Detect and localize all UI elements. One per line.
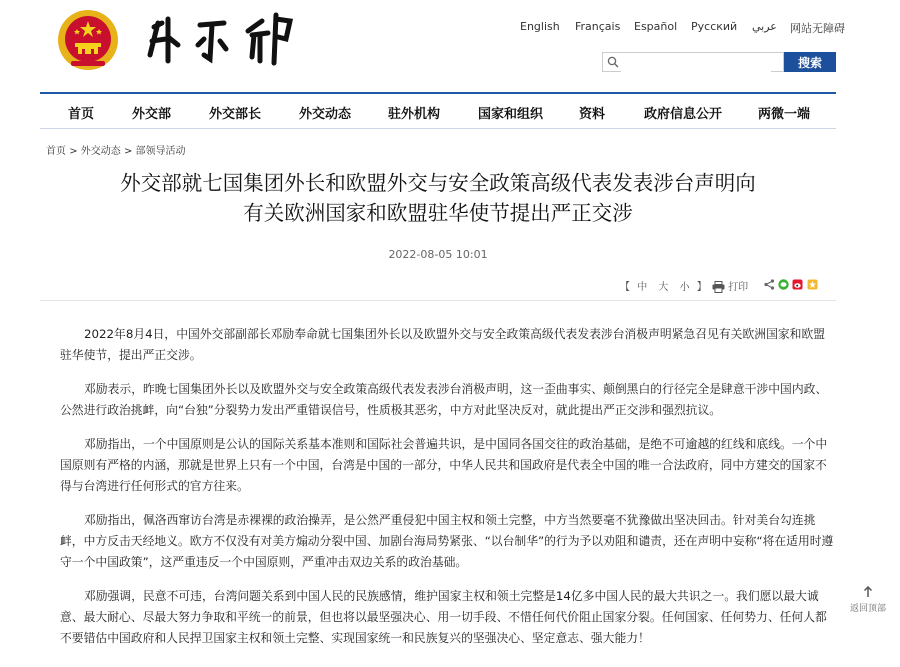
article-title [40,168,836,228]
breadcrumb-home[interactable]: 首页 [46,146,66,157]
arrow-up-icon [863,586,873,598]
nav-minister[interactable]: 外交部长 [209,107,262,122]
article-body [60,324,836,662]
article-paragraph: 邓励表示，昨晚七国集团外长以及欧盟外交与安全政策高级代表发表涉台消极声明，这一歪曲事实、颠倒黑白的行径完全是肆意干涉中国内政、公然进行政治挑衅，向“台独”分裂势力发出严重错误信号，性质极其恶劣，中方对此坚决反对，就此提出严正交涉和强烈抗议。 [60,382,828,417]
search-button[interactable]: 搜索 [784,52,836,72]
print-control[interactable] [712,278,748,293]
nav-home[interactable]: 首页 [68,107,95,122]
breadcrumb-diplomatic-news[interactable]: 外交动态 [80,146,121,157]
divider [40,300,836,301]
font-size-bracket-close: 】 [696,282,707,293]
nav-countries-organizations[interactable]: 国家和组织 [478,107,544,122]
font-size-control [620,278,707,293]
article-title-line2: 有关欧洲国家和欧盟驻华使节提出严正交涉 [243,201,633,225]
article-paragraph: 邓励强调，民意不可违，台湾问题关系到中国人民的民族感情，维护国家主权和领土完整是14亿多中国人民的最大共识之一。我们愿以最大诚意、最大耐心、尽最大努力争取和平统一的前景，但也将以最坚强决心、用一切手段、不惜任何代价阻止国家分裂。任何国家、任何势力、任何人都不要错估中国政府和人民捍卫国家主权和领土完整、实现国家统一和民族复兴的坚强决心、坚定意志、强大能力！ [60,589,827,645]
back-to-top-label: 返回顶部 [849,604,886,614]
font-size-bracket-open: 【 [620,282,630,293]
font-size-small[interactable]: 小 [679,282,690,293]
breadcrumb [46,142,186,157]
font-size-medium[interactable]: 大 [658,282,669,293]
site-header [0,0,900,92]
site-logo-calligraphy[interactable] [140,5,315,75]
national-emblem-icon[interactable] [57,9,119,71]
search-input[interactable] [621,57,771,73]
nav-missions-abroad[interactable]: 驻外机构 [388,107,441,122]
breadcrumb-leader-activities[interactable]: 部领导活动 [135,146,186,157]
nav-government-info[interactable]: 政府信息公开 [644,107,723,122]
lang-russian[interactable]: Русский [691,20,738,33]
article-title-line1: 外交部就七国集团外长和欧盟外交与安全政策高级代表发表涉台声明向 [120,171,756,195]
weibo-icon[interactable] [792,279,803,290]
nav-diplomatic-news[interactable]: 外交动态 [299,107,352,122]
breadcrumb-separator: > [123,146,133,157]
breadcrumb-separator: > [69,146,78,157]
lang-arabic[interactable]: عربي [752,20,777,33]
printer-icon [712,281,725,293]
article-date: 2022-08-05 10:01 [388,248,488,261]
search-icon [607,56,619,68]
qzone-icon[interactable] [807,279,818,290]
nav-resources[interactable]: 资料 [579,107,606,122]
article-paragraph: 邓励指出，一个中国原则是公认的国际关系基本准则和国际社会普遍共识，是中国同各国交往的政治基础，是绝不可逾越的红线和底线。一个中国原则有严格的内涵，那就是世界上只有一个中国，台湾是中国的一部分，中华人民共和国政府是代表全中国的唯一合法政府，同中方建交的国家不得与台湾进行任何形式的官方往来。 [60,437,828,493]
share-icon[interactable] [764,279,775,290]
lang-spanish[interactable]: Español [634,20,678,33]
lang-english[interactable]: English [520,20,560,33]
nav-social-media[interactable]: 两微一端 [758,107,811,122]
nav-ministry[interactable]: 外交部 [132,107,172,122]
article-paragraph: 邓励指出，佩洛西窜访台湾是赤裸裸的政治操弄，是公然严重侵犯中国主权和领土完整，中方当然要毫不犹豫做出坚决回击。针对美台勾连挑衅，中方反击天经地义。欧方不仅没有对美方煽动分裂中国、加剧台海局势紧张、“以台制华”的行为予以劝阻和谴责，还在声明中妄称“将在适用时遵守一个中国政策”，这严重违反一个中国原则，严重冲击双边关系的政治基础。 [60,513,834,569]
lang-french[interactable]: Français [575,20,621,33]
accessibility-link[interactable]: 网站无障碍 [790,22,845,35]
share-bar [764,279,818,291]
wechat-icon[interactable] [778,279,789,290]
font-size-large[interactable]: 中 [637,282,648,293]
print-label: 打印 [728,282,749,293]
back-to-top-button[interactable] [848,586,888,614]
article-paragraph: 2022年8月4日，中国外交部副部长邓励奉命就七国集团外长以及欧盟外交与安全政策高级代表发表涉台消极声明紧急召见有关欧洲国家和欧盟驻华使节，提出严正交涉。 [60,327,826,362]
main-nav [40,92,836,129]
search-box [602,52,784,72]
